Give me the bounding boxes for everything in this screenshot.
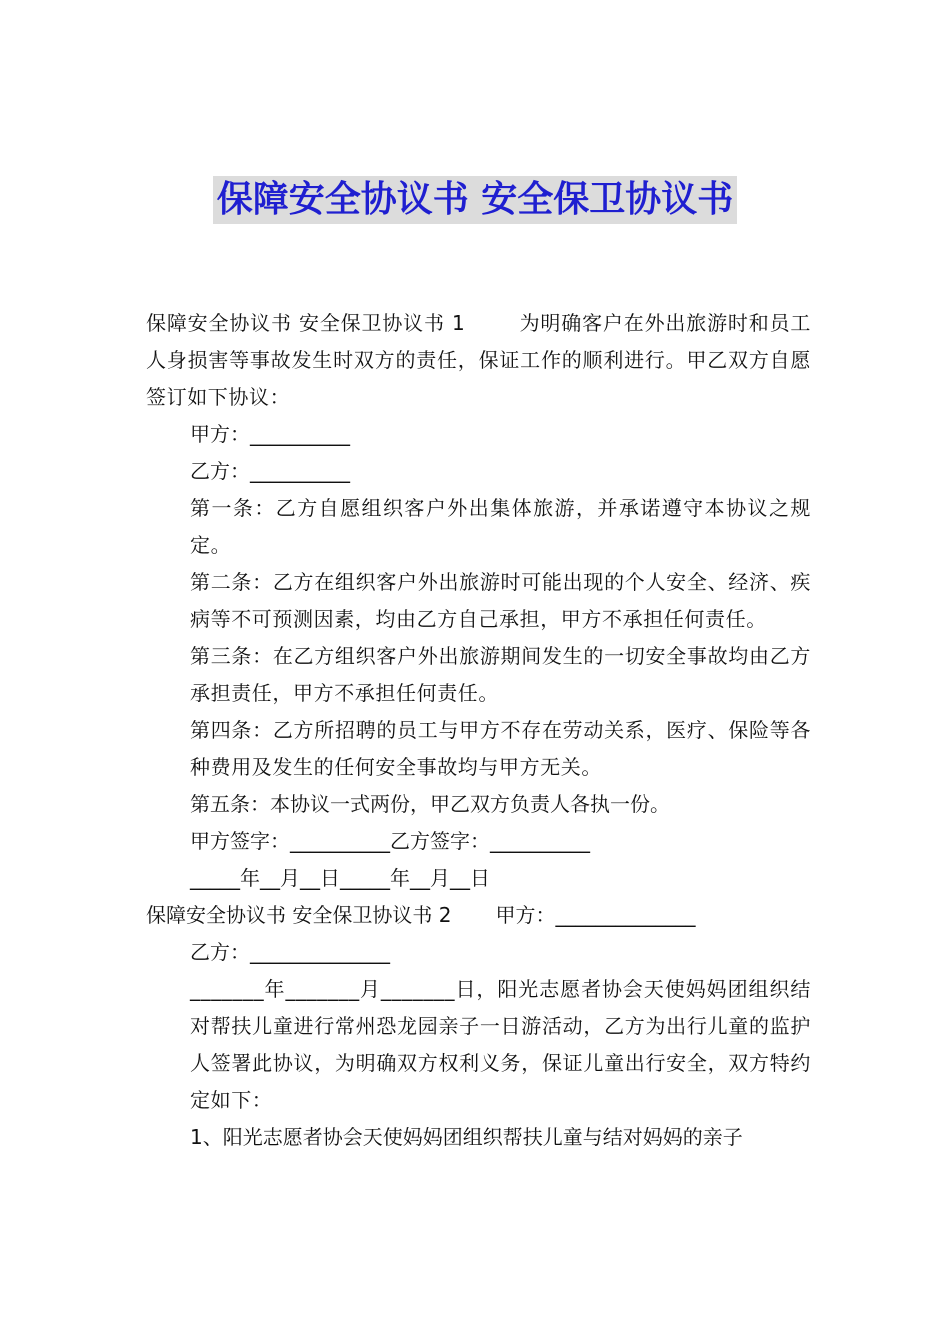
paragraph-intro — [146, 305, 811, 416]
title-container — [0, 176, 950, 224]
section-heading-2: 保障安全协议书 安全保卫协议书 2 — [146, 903, 452, 927]
article-2: 第二条：乙方在组织客户外出旅游时可能出现的个人安全、经济、疾病等不可预测因素，均由乙方自己承担，甲方不承担任何责任。 — [190, 570, 811, 631]
section-2-body: _______年_______月_______日，阳光志愿者协会天使妈妈团组织结对帮扶儿童进行常州恐龙园亲子一日游活动，乙方为出行儿童的监护人签署此协议，为明确双方权利义务，保证儿童出行安全，双方特约定如下： — [190, 977, 811, 1112]
document-title: 保障安全协议书 安全保卫协议书 — [213, 176, 738, 224]
party-a-line: 甲方：__________ — [190, 422, 350, 446]
article-3: 第三条：在乙方组织客户外出旅游期间发生的一切安全事故均由乙方承担责任，甲方不承担任何责任。 — [190, 644, 811, 705]
section-2-party-b: 乙方：______________ — [190, 940, 390, 964]
signature-line: 甲方签字：__________乙方签字：__________ — [190, 829, 590, 853]
article-4: 第四条：乙方所招聘的员工与甲方不存在劳动关系，医疗、保险等各种费用及发生的任何安全事故均与甲方无关。 — [190, 718, 811, 779]
article-1: 第一条：乙方自愿组织客户外出集体旅游，并承诺遵守本协议之规定。 — [190, 496, 811, 557]
section-heading-1: 保障安全协议书 安全保卫协议书 1 — [146, 311, 466, 335]
article-5: 第五条：本协议一式两份，甲乙双方负责人各执一份。 — [190, 792, 670, 816]
intro-text: 为明确客户在外出旅游时和员工人身损害等事故发生时双方的责任，保证工作的顺利进行。甲乙双方自愿签订如下协议： — [146, 311, 812, 409]
item-1: 1、阳光志愿者协会天使妈妈团组织帮扶儿童与结对妈妈的亲子 — [190, 1125, 743, 1149]
document-body — [146, 305, 811, 1156]
section-2-party-a: 甲方：______________ — [495, 903, 696, 927]
party-b-line: 乙方：__________ — [190, 459, 350, 483]
date-line: _____年__月__日_____年__月__日 — [190, 866, 490, 890]
paragraph-section-2 — [146, 897, 811, 934]
